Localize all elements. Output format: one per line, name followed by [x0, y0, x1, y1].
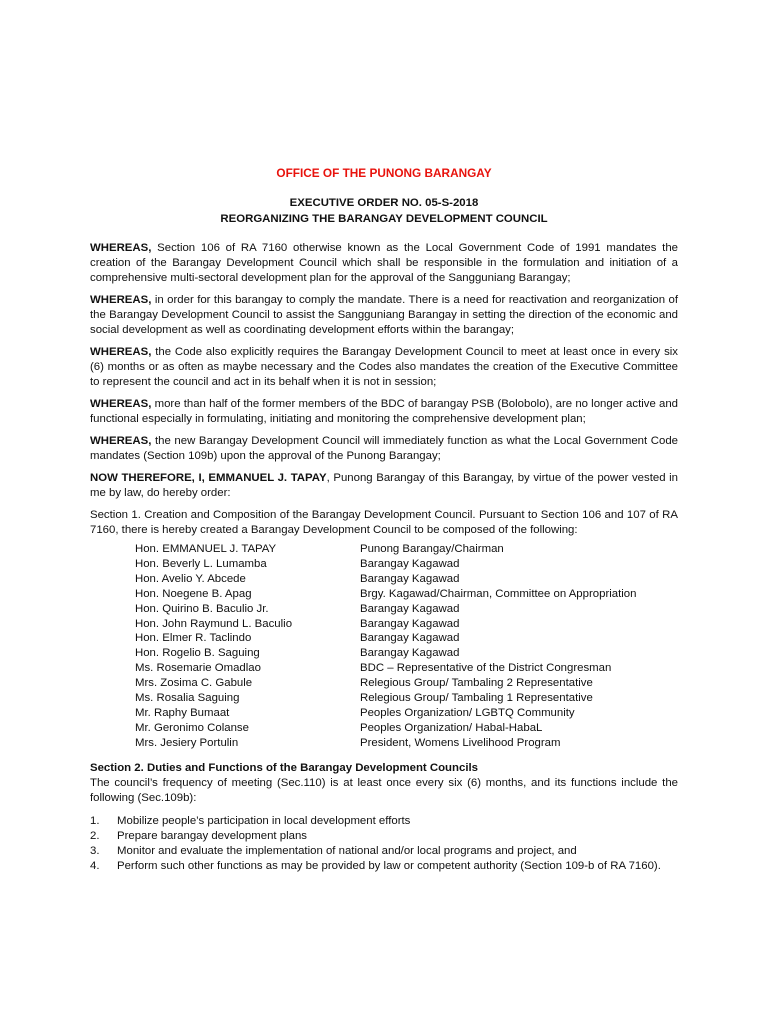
member-role: Barangay Kagawad: [360, 647, 460, 660]
list-number: 3.: [90, 844, 100, 857]
member-name: Hon. Quirino B. Baculio Jr.: [135, 602, 269, 615]
paragraph-lead: WHEREAS,: [90, 294, 152, 306]
member-role: President, Womens Livelihood Program: [360, 736, 561, 749]
whereas-paragraph-4: [90, 397, 678, 427]
member-row: [135, 572, 678, 587]
member-row: [135, 587, 678, 602]
whereas-paragraph-3: [90, 345, 678, 390]
office-heading: OFFICE OF THE PUNONG BARANGAY: [276, 166, 492, 180]
list-number: 4.: [90, 859, 100, 872]
list-text: Monitor and evaluate the implementation of national and/or local programs and project, and: [117, 844, 577, 857]
member-row: [135, 631, 678, 646]
paragraph-text: the Code also explicitly requires the Barangay Development Council to meet at least once in every six (6) months or as often as maybe necessary and the Codes also mandates the creation of the Executive Committee to represent the council and act in its behalf when it is not in session;: [90, 346, 678, 388]
list-number: 1.: [90, 814, 100, 827]
paragraph-text: the new Barangay Development Council will immediately function as what the Local Government Code mandates (Section 109b) upon the approval of the Punong Barangay;: [90, 435, 678, 462]
member-name: Hon. EMMANUEL J. TAPAY: [135, 543, 277, 555]
order-number: EXECUTIVE ORDER NO. 05-S-2018: [289, 197, 479, 209]
member-role: BDC – Representative of the District Congresman: [360, 662, 612, 675]
member-role: Relegious Group/ Tambaling 1 Representative: [360, 692, 593, 705]
member-name: Mrs. Jesiery Portulin: [135, 736, 239, 749]
whereas-paragraph-5: [90, 434, 678, 464]
list-number: 2.: [90, 829, 100, 842]
list-item: [90, 814, 678, 829]
member-role: Relegious Group/ Tambaling 2 Representative: [360, 677, 593, 690]
paragraph-text: , Punong Barangay of this Barangay, by virtue of the power vested in me by law, do hereby order:: [90, 472, 678, 499]
member-role: Barangay Kagawad: [360, 617, 460, 630]
list-text: Mobilize people’s participation in local development efforts: [117, 814, 411, 827]
member-row: [135, 706, 678, 721]
member-name: Hon. Avelio Y. Abcede: [135, 572, 246, 585]
member-name: Hon. John Raymund L. Baculio: [135, 617, 293, 630]
member-row: [135, 646, 678, 661]
member-name: Mrs. Zosima C. Gabule: [135, 677, 253, 690]
member-row: [135, 676, 678, 691]
member-row: [135, 691, 678, 706]
section-2-body: The council’s frequency of meeting (Sec.110) is at least once every six (6) months, and its functions include the following (Sec.109b):: [90, 776, 678, 804]
member-role: Barangay Kagawad: [360, 632, 460, 645]
whereas-paragraph-1: [90, 241, 678, 286]
list-text: Perform such other functions as may be provided by law or competent authority (Section 109-b of RA 7160).: [117, 859, 661, 872]
member-row: [135, 736, 678, 751]
member-role: Peoples Organization/ Habal-HabaL: [360, 721, 543, 734]
now-therefore-paragraph: [90, 471, 678, 501]
member-name: Hon. Elmer R. Taclindo: [135, 632, 252, 645]
member-role: Barangay Kagawad: [360, 602, 460, 615]
member-name: Ms. Rosalia Saguing: [135, 692, 240, 705]
paragraph-lead: WHEREAS,: [90, 242, 152, 254]
paragraph-text: in order for this barangay to comply the mandate. There is a need for reactivation and reorganization of the Barangay Development Council to assist the Sangguniang Barangay in setting the direction of the economic and social development as well as coordinating development efforts within the barangay;: [90, 294, 678, 336]
section-1-intro: Section 1. Creation and Composition of the Barangay Development Council. Pursuant to Section 106 and 107 of RA 7160, there is hereby created a Barangay Development Council to be composed of the following:: [90, 509, 678, 536]
member-role: Barangay Kagawad: [360, 557, 460, 570]
member-row: [135, 617, 678, 632]
member-row: [135, 602, 678, 617]
member-name: Ms. Rosemarie Omadlao: [135, 662, 261, 675]
section-2-heading: Section 2. Duties and Functions of the Barangay Development Councils: [90, 761, 478, 774]
paragraph-text: Section 106 of RA 7160 otherwise known as the Local Government Code of 1991 mandates the creation of the Barangay Development Council which shall be responsible in the formulation and initiation of a comprehensive multi-sectoral development plan for the approval of the Sangguniang Barangay;: [90, 242, 678, 284]
council-members-list: [135, 542, 678, 751]
member-role: Brgy. Kagawad/Chairman, Committee on Appropriation: [360, 587, 637, 600]
list-text: Prepare barangay development plans: [117, 829, 307, 842]
paragraph-lead: WHEREAS,: [90, 435, 152, 447]
functions-list: [90, 814, 678, 874]
member-name: Mr. Geronimo Colanse: [135, 721, 249, 734]
whereas-paragraph-2: [90, 293, 678, 338]
member-role: Punong Barangay/Chairman: [360, 543, 504, 555]
list-item: [90, 859, 678, 874]
member-name: Hon. Rogelio B. Saguing: [135, 647, 260, 660]
list-item: [90, 844, 678, 859]
member-row: [135, 721, 678, 736]
member-row: [135, 661, 678, 676]
paragraph-lead: NOW THEREFORE, I, EMMANUEL J. TAPAY: [90, 472, 327, 484]
executive-order-document: [90, 166, 678, 874]
paragraph-lead: WHEREAS,: [90, 398, 152, 410]
list-item: [90, 829, 678, 844]
order-title-block: [90, 196, 678, 227]
paragraph-lead: WHEREAS,: [90, 346, 152, 358]
member-role: Barangay Kagawad: [360, 572, 460, 585]
member-role: Peoples Organization/ LGBTQ Community: [360, 706, 575, 719]
member-name: Hon. Noegene B. Apag: [135, 587, 252, 600]
member-name: Mr. Raphy Bumaat: [135, 706, 230, 719]
order-subject: REORGANIZING THE BARANGAY DEVELOPMENT COUNCIL: [220, 212, 548, 225]
member-row: [135, 542, 678, 557]
member-name: Hon. Beverly L. Lumamba: [135, 557, 267, 570]
paragraph-text: more than half of the former members of the BDC of barangay PSB (Bolobolo), are no longer active and functional especially in formulating, initiating and monitoring the comprehensive development plan;: [90, 398, 678, 425]
member-row: [135, 557, 678, 572]
